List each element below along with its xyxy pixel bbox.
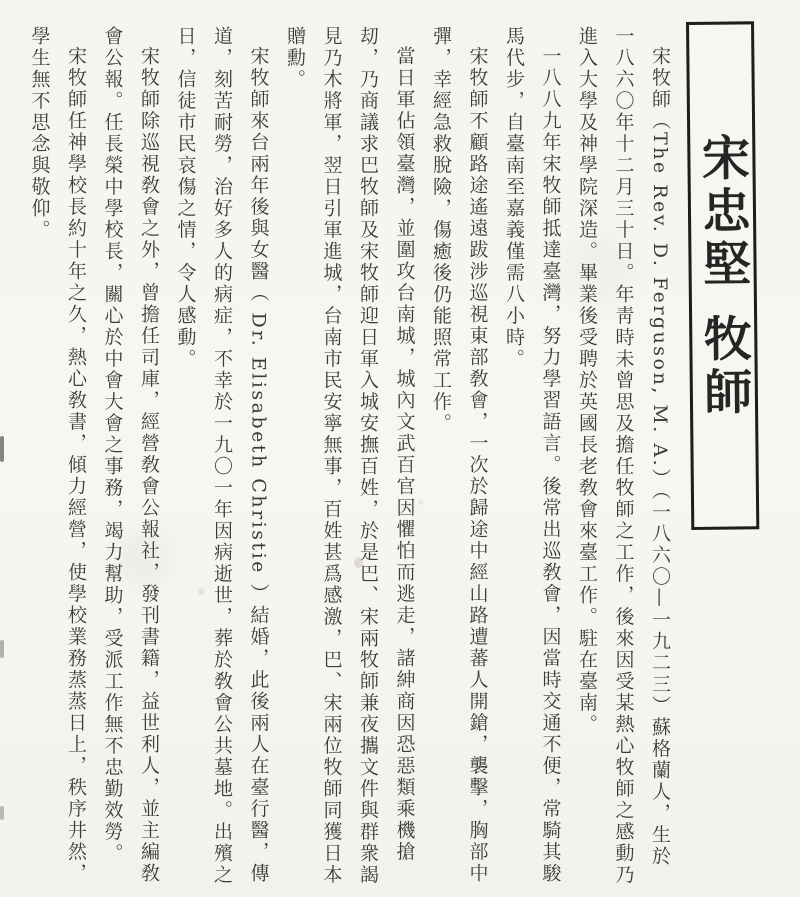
scan-speck: [354, 557, 363, 568]
scan-edge-artifact: [0, 436, 4, 462]
scan-edge-artifact: [0, 806, 4, 820]
paragraph: 宋牧師任神學校長約十年之久，熱心敎書，傾力經營，使學校業務蒸蒸日上，秩序井然，學生無不思念與敬仰。: [28, 26, 87, 885]
page-title: [693, 132, 752, 420]
paragraph: 一八八九年宋牧師抵達臺灣，努力學習語言。後常出巡敎會，因當時交通不便，常騎其駿馬代步，自臺南至嘉義僅需八小時。: [503, 26, 562, 885]
paragraph: 宋牧師除巡視敎會之外，曾擔任司庫，經營敎會公報社，發刊書籍，益世利人，並主編敎會公報。任長榮中學校長，關心於中會大會之事務，竭力幫助，受派工作無不忠勤效勞。: [101, 26, 160, 885]
paragraph: 當日軍佔領臺灣，並圍攻台南城，城內文武百官因懼怕而逃走，諸紳商因恐惡類乘機搶刧，乃商議求巴牧師及宋牧師迎日軍入城安撫百姓，於是巴、宋兩牧師兼夜攜文件與群衆謁見乃木將軍，翌日引軍進城，台南市民安寧無事，百姓甚爲感激，巴、宋兩位牧師同獲日本贈勳。: [284, 26, 416, 886]
title-name: 宋忠堅: [693, 131, 751, 292]
paragraph: 宋牧師來台兩年後與女醫（ Dr. Elisabeth Christie ）結婚，此後兩人在臺行醫，傳道，刻苦耐勞，治好多人的病症，不幸於一九〇一年因病逝世，葬於敎會公共墓地。出殯之日，信徒市民哀傷之情，令人感動。: [174, 26, 270, 886]
scan-speck: [198, 588, 204, 595]
title-box: [686, 21, 759, 530]
paragraph: 宋牧師不顧路途遙遠跋涉巡視東部敎會，一次於歸途中經山路遭蕃人開鎗，襲擊，胸部中彈，幸經急救脫險，傷癒後仍能照常工作。: [430, 26, 489, 885]
title-suffix: 牧師: [695, 312, 753, 420]
scan-speck: [418, 500, 423, 505]
scan-edge-artifact: [0, 640, 4, 658]
paragraph: 宋牧師（The Rev. D. Ferguson, M. A.）（一八六〇—一九二三）蘇格蘭人，生於一八六〇年十二月三十日。年靑時未曾思及擔任牧師之工作，後來因受某熱心牧師之感動乃進入大學及神學院深造。畢業後受聘於英國長老敎會來臺工作。駐在臺南。: [576, 26, 671, 886]
body-text: [0, 26, 678, 888]
